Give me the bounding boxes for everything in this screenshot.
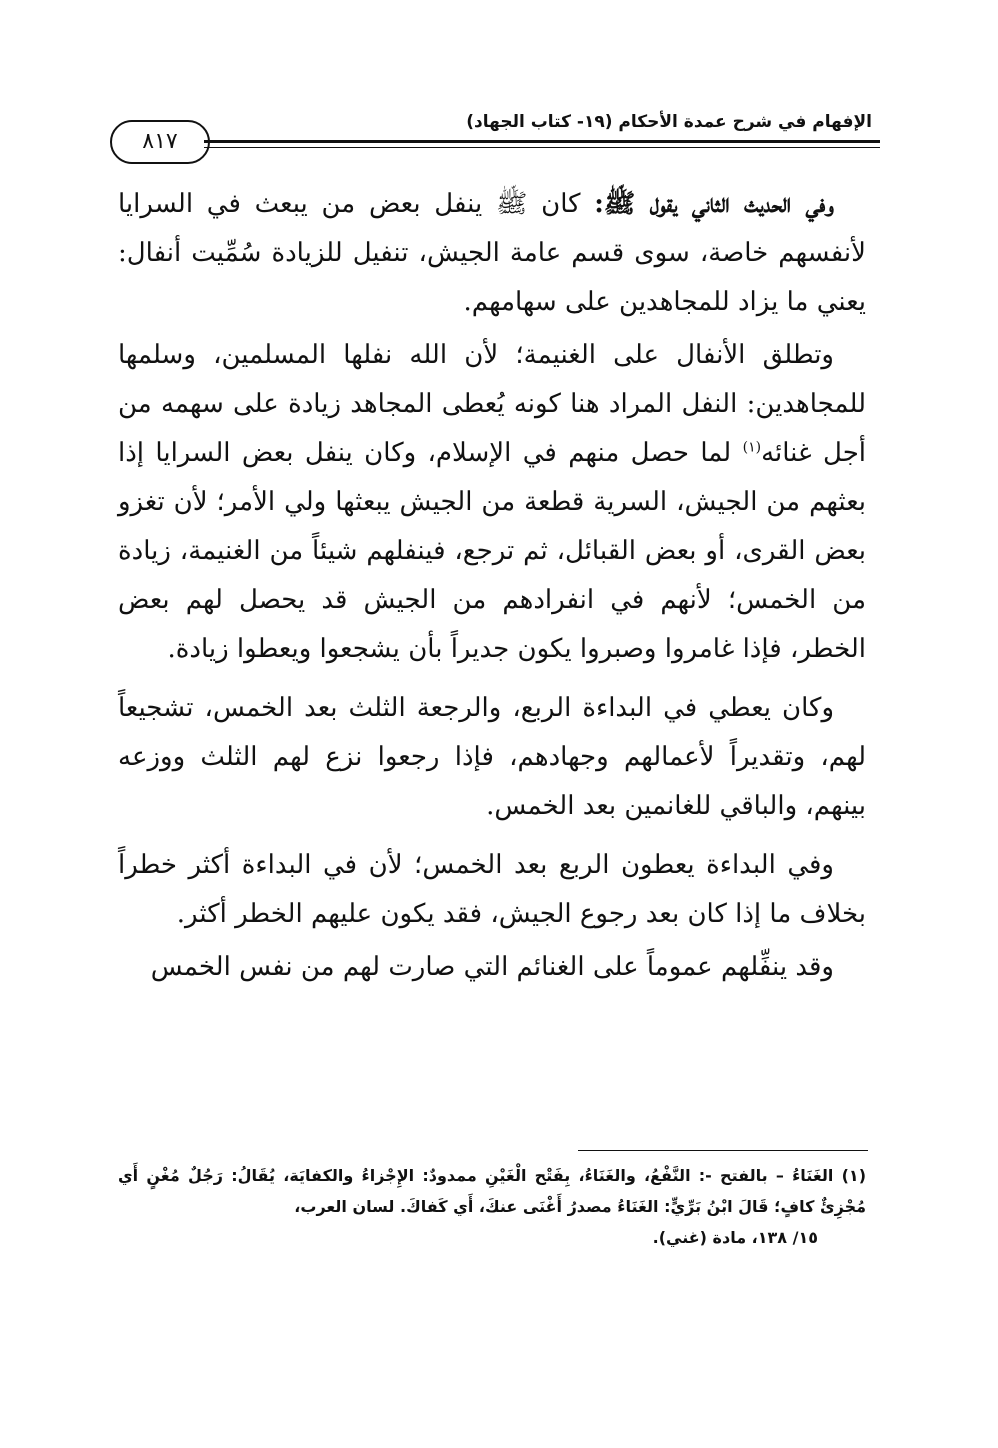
footnote [118, 1160, 866, 1253]
header-rule-thin [204, 147, 880, 148]
paragraph-2 [118, 331, 866, 674]
paragraph-5: وقد ينفِّلهم عموماً على الغنائم التي صارت لهم من نفس الخمس [150, 952, 834, 982]
paragraph-2-text-a: وتطلق الأنفال على الغنيمة؛ لأن الله نفلها المسلمين، وسلمها للمجاهدين: النفل المراد هنا كونه يُعطى المجاهد زيادة على سهمه من أجل غنائه [118, 340, 866, 468]
main-text [118, 180, 866, 1002]
paragraph-1-text: كان ﷺ ينفل بعض من يبعث في السرايا لأنفسهم خاصة، سوى قسم عامة الجيش، تنفيل للزيادة سُمِّيت أنفال: يعني ما يزاد للمجاهدين على سهامهم. [118, 189, 866, 317]
page-number-badge: ٨١٧ [110, 120, 210, 164]
paragraph-4: وفي البداءة يعطون الربع بعد الخمس؛ لأن في البداءة أكثر خطراً بخلاف ما إذا كان بعد رجوع الجيش، فقد يكون عليهم الخطر أكثر. [118, 850, 866, 929]
header-rule-thick [204, 140, 880, 143]
paragraph-3: وكان يعطي في البداءة الربع، والرجعة الثلث بعد الخمس، تشجيعاً لهم، وتقديراً لأعمالهم وجهادهم، فإذا رجعوا نزع لهم الثلث ووزعه بينهم، والباقي للغانمين بعد الخمس. [118, 693, 867, 821]
footnote-separator [578, 1150, 868, 1151]
page-header [100, 104, 880, 164]
running-header-title: الإفهام في شرح عمدة الأحكام (١٩- كتاب الجهاد) [466, 112, 872, 132]
footnote-text: (١) الغَنَاءُ – بالفتح -: النَّفْعُ، والغَنَاءُ، بِفَتْح الْغَيْنِ ممدودٌ: الإِجْزاءُ والكفايَة، يُقَالُ: رَجُلٌ مُغْنٍ أَي مُجْزِئٌ كافٍ؛ قَالَ ابْنُ بَرِّيٍّ: الغَنَاءُ مصدرُ أَغْنَى عنكَ، أَي كَفاكَ. لسان العرب، [118, 1166, 866, 1216]
footnote-source: ١٥/ ١٣٨، مادة (غني). [652, 1228, 818, 1247]
paragraph-2-text-b: لما حصل منهم في الإسلام، وكان ينفل بعض السرايا إذا بعثهم من الجيش، السرية قطعة من الجيش يبعثها ولي الأمر؛ لأن تغزو بعض القرى، أو بعض القبائل، ثم ترجع، فينفلهم شيئاً من الغنيمة، زيادة من الخمس؛ لأنهم في انفرادهم من الجيش قد يحصل لهم بعض الخطر، فإذا غامروا وصبروا يكون جديراً بأن يشجعوا ويعطوا زيادة. [118, 438, 866, 664]
paragraph-1 [118, 180, 866, 327]
footnote-reference[interactable]: (١) [742, 439, 762, 456]
paragraph-1-lead: وفي الحديث الثاني يقول ﷺ: [594, 189, 834, 219]
